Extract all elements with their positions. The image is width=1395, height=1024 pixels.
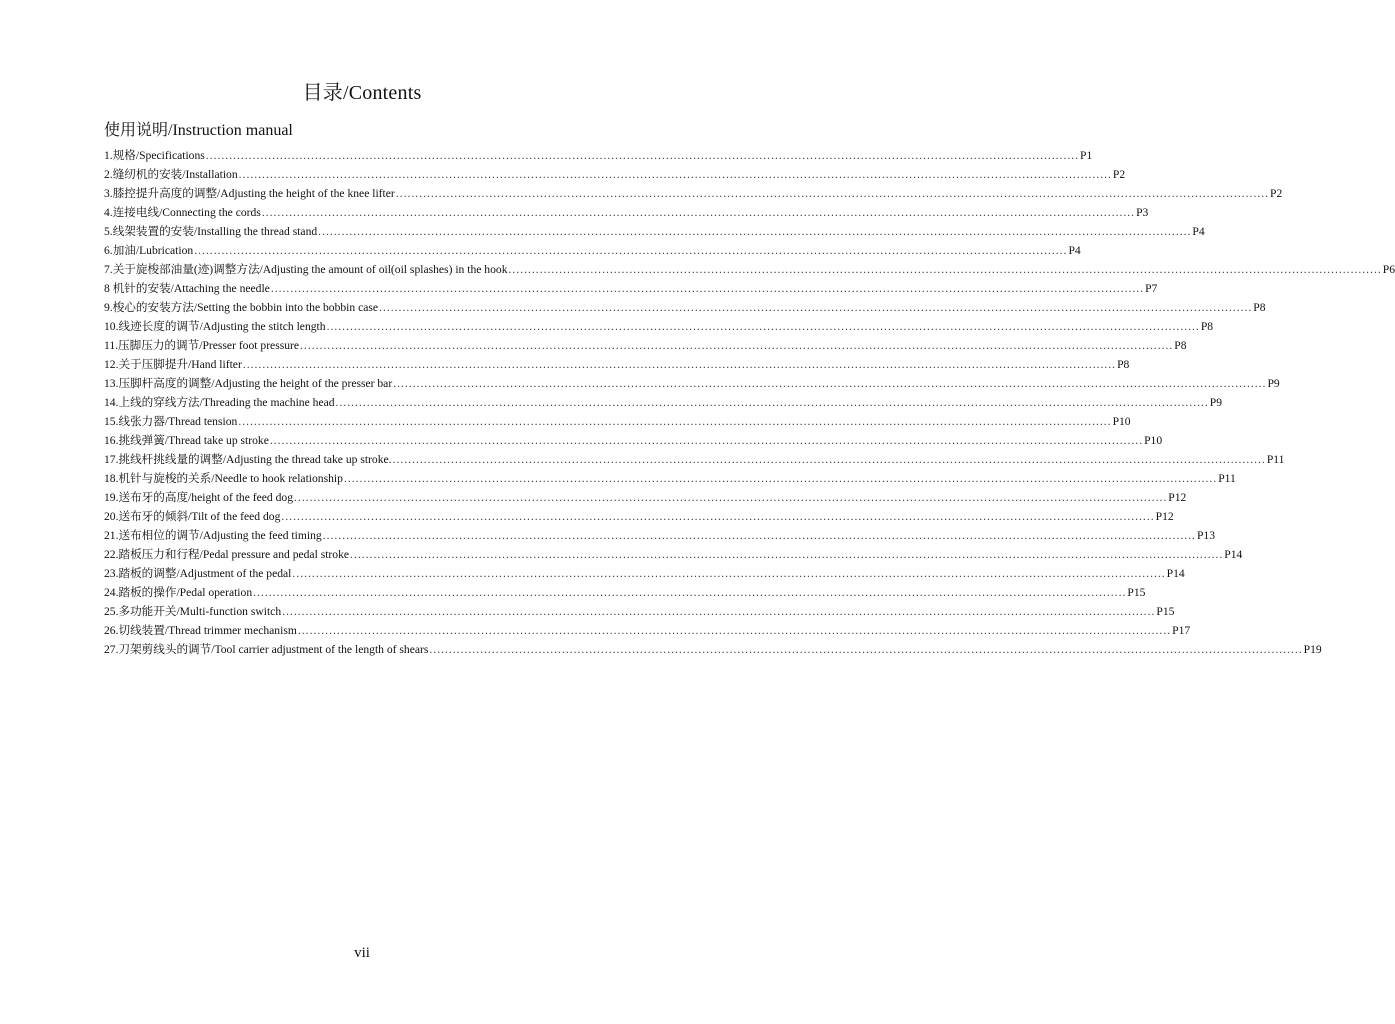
toc-entry-title: 6.加油/Lubrication	[104, 244, 194, 257]
toc-entry-title: 4.连接电线/Connecting the cords	[104, 206, 261, 219]
dot-leader	[262, 203, 1135, 222]
toc-entry	[104, 355, 1130, 374]
toc-entry-page: P3	[1136, 206, 1149, 219]
toc-entry-title: 10.线迹长度的调节/Adjusting the stitch length	[104, 320, 326, 333]
dot-leader	[294, 488, 1167, 507]
toc-entry-title: 14.上线的穿线方法/Threading the machine head	[104, 396, 335, 409]
toc-entry-page: P10	[1112, 415, 1131, 428]
toc-entry-title: 21.送布相位的调节/Adjusting the feed timing	[104, 529, 322, 542]
dot-leader	[323, 526, 1196, 545]
dot-leader	[379, 298, 1252, 317]
toc-entry-page: P11	[1266, 453, 1285, 466]
toc-entry	[104, 564, 1185, 583]
toc-entry-title: 3.膝控提升高度的调整/Adjusting the height of the knee lifter	[104, 187, 395, 200]
dot-leader	[344, 469, 1217, 488]
toc-entry-page: P8	[1253, 301, 1266, 314]
toc-entry	[104, 507, 1174, 526]
toc-entry	[104, 279, 1158, 298]
toc-entry	[104, 298, 1266, 317]
toc-entry-title: 16.挑线弹簧/Thread take up stroke	[104, 434, 269, 447]
toc-entry	[104, 374, 1280, 393]
dot-leader	[350, 545, 1223, 564]
toc-entry-title: 18.机针与旋梭的关系/Needle to hook relationship	[104, 472, 343, 485]
toc-entry-page: P15	[1156, 605, 1175, 618]
toc-entry-title: 27.刀架剪线头的调节/Tool carrier adjustment of the length of shears	[104, 643, 429, 656]
toc-entry-title: 23.踏板的调整/Adjustment of the pedal	[104, 567, 292, 580]
dot-leader	[396, 184, 1269, 203]
toc-entry	[104, 260, 1395, 279]
toc-entry-page: P11	[1218, 472, 1236, 485]
toc-entry-title: 20.送布牙的倾斜/Tilt of the feed dog	[104, 510, 281, 523]
toc-entry-page: P12	[1155, 510, 1174, 523]
toc-entry-page: P4	[1192, 225, 1205, 238]
dot-leader	[393, 374, 1266, 393]
toc-entry-page: P6	[1382, 263, 1395, 276]
page-title: 目录/Contents	[302, 82, 422, 104]
toc-entry-title: 17.挑线杆挑线量的调整/Adjusting the thread take up stroke.	[104, 453, 392, 466]
dot-leader	[270, 431, 1143, 450]
dot-leader	[271, 279, 1144, 298]
toc-entry	[104, 393, 1223, 412]
dot-leader	[298, 621, 1171, 640]
toc-entry	[104, 526, 1215, 545]
toc-entry-page: P15	[1127, 586, 1146, 599]
toc-entry-page: P17	[1172, 624, 1191, 637]
toc-entry-page: P9	[1209, 396, 1223, 409]
dot-leader	[206, 146, 1079, 165]
section-heading: 使用说明/Instruction manual	[104, 122, 293, 139]
toc-entry-title: 8 机针的安装/Attaching the needle	[104, 282, 270, 295]
dot-leader	[393, 450, 1266, 469]
dot-leader	[327, 317, 1200, 336]
dot-leader	[194, 241, 1067, 260]
toc-entry-page: P1	[1080, 149, 1093, 162]
toc-entry-title: 13.压脚杆高度的调整/Adjusting the height of the presser bar	[104, 377, 393, 390]
toc-entry	[104, 450, 1285, 469]
dot-leader	[300, 336, 1173, 355]
toc-entry-title: 22.踏板压力和行程/Pedal pressure and pedal stroke	[104, 548, 350, 561]
dot-leader	[238, 412, 1111, 431]
toc-entry-page: P2	[1112, 168, 1126, 181]
toc-entry-title: 24.踏板的操作/Pedal operation	[104, 586, 253, 599]
toc-entry-page: P8	[1117, 358, 1130, 371]
dot-leader	[243, 355, 1116, 374]
toc-entry-page: P19	[1303, 643, 1322, 656]
toc-entry-page: P7	[1145, 282, 1158, 295]
toc-entry	[104, 602, 1175, 621]
toc-entry	[104, 469, 1236, 488]
toc-entry-title: 1.规格/Specifications	[104, 149, 205, 162]
toc-entry	[104, 545, 1243, 564]
toc-entry-title: 7.关于旋梭部油量(迹)调整方法/Adjusting the amount of oil(oil splashes) in the hook	[104, 263, 508, 276]
dot-leader	[318, 222, 1191, 241]
toc-entry	[104, 184, 1283, 203]
toc-entry	[104, 431, 1163, 450]
toc-entry-page: P14	[1224, 548, 1243, 561]
toc-entry	[104, 146, 1093, 165]
toc-entry-title: 19.送布牙的高度/height of the feed dog	[104, 491, 294, 504]
toc-entry	[104, 165, 1126, 184]
toc-entry-title: 2.缝纫机的安装/Installation	[104, 168, 238, 181]
dot-leader	[429, 640, 1302, 659]
toc-entry-page: P9	[1267, 377, 1280, 390]
toc-entry-page: P12	[1168, 491, 1187, 504]
toc-entry	[104, 317, 1214, 336]
toc-entry-page: P2	[1270, 187, 1283, 200]
table-of-contents	[104, 146, 1395, 659]
dot-leader	[281, 507, 1154, 526]
toc-entry-title: 25.多功能开关/Multi-function switch	[104, 605, 282, 618]
dot-leader	[239, 165, 1112, 184]
toc-entry-title: 12.关于压脚提升/Hand lifter	[104, 358, 242, 371]
toc-entry-page: P8	[1200, 320, 1214, 333]
dot-leader	[253, 583, 1126, 602]
toc-entry-page: P10	[1144, 434, 1163, 447]
toc-entry	[104, 621, 1191, 640]
toc-entry	[104, 241, 1081, 260]
toc-entry-title: 15.线张力器/Thread tension	[104, 415, 238, 428]
dot-leader	[282, 602, 1155, 621]
dot-leader	[292, 564, 1165, 583]
toc-entry	[104, 488, 1187, 507]
toc-entry	[104, 336, 1187, 355]
toc-entry-page: P13	[1196, 529, 1215, 542]
toc-entry-page: P14	[1166, 567, 1185, 580]
dot-leader	[336, 393, 1209, 412]
toc-entry	[104, 640, 1322, 659]
toc-entry-title: 11.压脚压力的调节/Presser foot pressure	[104, 339, 300, 352]
toc-entry	[104, 222, 1205, 241]
toc-entry-page: P4	[1068, 244, 1081, 257]
page-number: vii	[354, 945, 370, 961]
toc-entry-title: 5.线架装置的安装/Installing the thread stand	[104, 225, 318, 238]
toc-entry-page: P8	[1174, 339, 1187, 352]
toc-entry	[104, 583, 1146, 602]
dot-leader	[509, 260, 1382, 279]
toc-entry	[104, 412, 1131, 431]
toc-entry-title: 9.梭心的安装方法/Setting the bobbin into the bobbin case	[104, 301, 379, 314]
toc-entry-title: 26.切线装置/Thread trimmer mechanism	[104, 624, 297, 637]
toc-entry	[104, 203, 1149, 222]
